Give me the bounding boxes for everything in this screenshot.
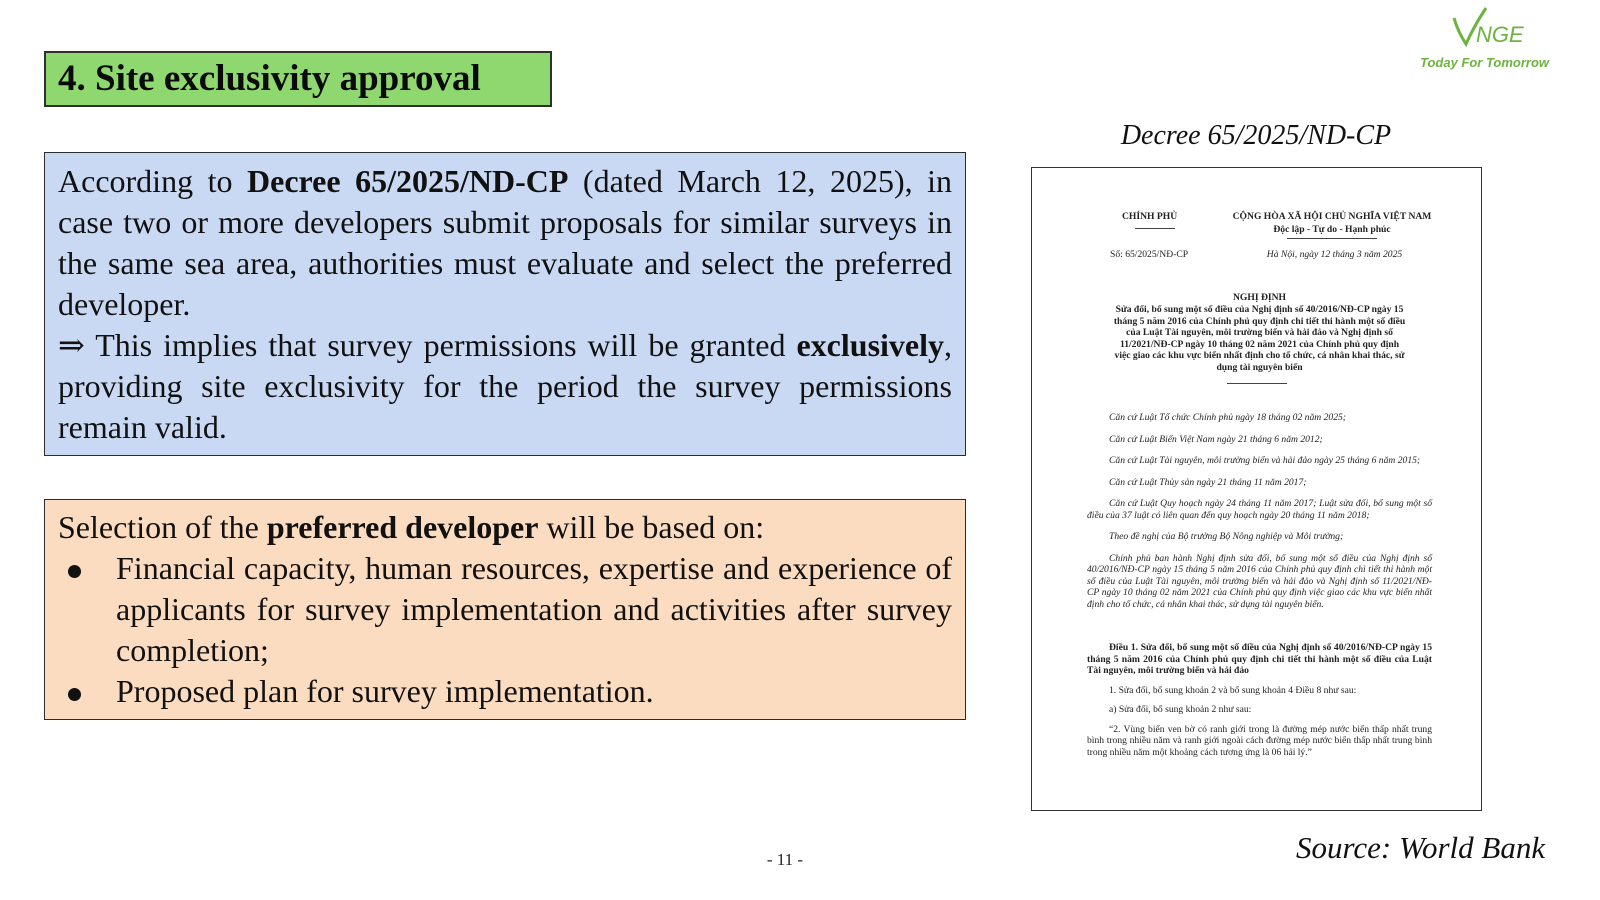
bullet-icon (68, 565, 81, 578)
decree-summary-paragraph (58, 161, 952, 325)
text: will be based on: (538, 509, 765, 545)
legal-basis: Căn cứ Luật Tài nguyên, môi trường biển và hải đảo ngày 25 tháng 6 năm 2015; (1109, 455, 1421, 466)
divider (1287, 238, 1377, 239)
svg-text:NGE: NGE (1476, 22, 1524, 47)
decree-reference: Decree 65/2025/ND-CP (247, 163, 569, 199)
legal-basis: Theo đề nghị của Bộ trưởng Bộ Nông nghiệp và Môi trường; (1109, 531, 1344, 542)
divider (1227, 383, 1287, 384)
legal-basis: Căn cứ Luật Thủy sản ngày 21 tháng 11 năm 2017; (1109, 476, 1307, 488)
legal-basis: Căn cứ Luật Biển Việt Nam ngày 21 tháng 6 năm 2012; (1109, 433, 1323, 445)
selection-criteria-box (44, 499, 966, 720)
decree-caption: Decree 65/2025/ND-CP (1120, 120, 1392, 151)
page-number: - 11 - (766, 850, 804, 869)
place-date: Hà Nội, ngày 12 tháng 3 năm 2025 (1266, 249, 1403, 260)
logo-tagline: Today For Tomorrow (1420, 55, 1550, 70)
quoted-provision: “2. Vùng biển ven bờ có ranh giới trong là đường mép nước biển thấp nhất trung bình trong nhiều năm và ranh giới ngoài cách đường mép nước biển thấp nhất trung bình trong nhiều năm một khoảng cách tương ứng là 06 hải lý.” (1087, 723, 1432, 758)
legal-basis: Căn cứ Luật Quy hoạch ngày 24 tháng 11 năm 2017; Luật sửa đổi, bổ sung một số điều của 37 luật có liên quan đến quy hoạch ngày 20 tháng 11 năm 2018; (1087, 498, 1432, 521)
legal-bases (1087, 412, 1432, 620)
document-number: Số: 65/2025/NĐ-CP (1110, 249, 1189, 260)
slide-title: 4. Site exclusivity approval (44, 51, 552, 107)
divider (1135, 228, 1175, 229)
legal-basis: Chính phủ ban hành Nghị định sửa đổi, bổ sung một số điều của Nghị định số 40/2016/NĐ-CP ngày 15 tháng 5 năm 2016 của Chính phủ quy định chi tiết thi hành một số điều của Luật Tài nguyên, môi trường biển và hải đảo và Nghị định số 11/2021/NĐ-CP ngày 10 tháng 02 năm 2021 của Chính phủ quy định việc giao các khu vực biển nhất định cho tổ chức, cá nhân khai thác, sử dụng tài nguyên biển. (1087, 552, 1432, 610)
list-item (58, 671, 952, 712)
source-note: Source: World Bank (1296, 830, 1546, 865)
national-title: CỘNG HÒA XÃ HỘI CHỦ NGHĨA VIỆT NAM (1232, 211, 1432, 222)
issuing-agency: CHÍNH PHỦ (1122, 211, 1178, 222)
document-title: Sửa đổi, bổ sung một số điều của Nghị định số 40/2016/NĐ-CP ngày 15 tháng 5 năm 2016 của Chính phủ quy định chi tiết thi hành một số điều của Luật Tài nguyên, môi trường biển và hải đảo và Nghị định số 11/2021/NĐ-CP ngày 10 tháng 02 năm 2021 của Chính phủ quy định việc giao các khu vực biển nhất định cho tổ chức, cá nhân khai thác, sử dụng tài nguyên biển (1113, 304, 1406, 373)
list-item (58, 548, 952, 671)
text: According to (58, 163, 247, 199)
text: This implies that survey permissions will be granted (84, 327, 797, 363)
bullet-icon (68, 688, 81, 701)
emphasis: exclusively (796, 327, 944, 363)
article-1 (1087, 642, 1432, 758)
clause: a) Sửa đổi, bổ sung khoản 2 như sau: (1109, 704, 1252, 715)
list-item-text: Financial capacity, human resources, expertise and experience of applicants for survey implementation and activities after survey completion; (116, 550, 952, 668)
document-type: NGHỊ ĐỊNH (1232, 292, 1287, 303)
text: Selection of the (58, 509, 267, 545)
criteria-list (58, 548, 952, 712)
article-heading: Điều 1. Sửa đổi, bổ sung một số điều của Nghị định số 40/2016/NĐ-CP ngày 15 tháng 5 năm 2016 của Chính phủ quy định chi tiết thi hành một số điều của Luật Tài nguyên, môi trường biển và hải đảo (1087, 642, 1432, 676)
implication-paragraph (58, 325, 952, 448)
text: , providing site exclusivity for the period the survey permissions remain valid. (58, 327, 952, 445)
emphasis: preferred developer (266, 509, 539, 545)
implies-arrow-icon: ⇒ (58, 327, 85, 363)
clause: 1. Sửa đổi, bổ sung khoản 2 và bổ sung khoản 4 Điều 8 như sau: (1109, 684, 1357, 696)
text: (dated March 12, 2025), in case two or more developers submit proposals for similar surveys in the same sea area, authorities must evaluate and select the preferred developer. (58, 163, 953, 322)
decree-document-image (1031, 167, 1482, 811)
legal-basis: Căn cứ Luật Tổ chức Chính phủ ngày 18 tháng 02 năm 2025; (1109, 412, 1346, 423)
decree-summary-box (44, 152, 966, 456)
national-motto: Độc lập - Tự do - Hạnh phúc (1273, 224, 1391, 235)
list-item-text: Proposed plan for survey implementation. (116, 673, 654, 709)
selection-intro (58, 507, 952, 548)
